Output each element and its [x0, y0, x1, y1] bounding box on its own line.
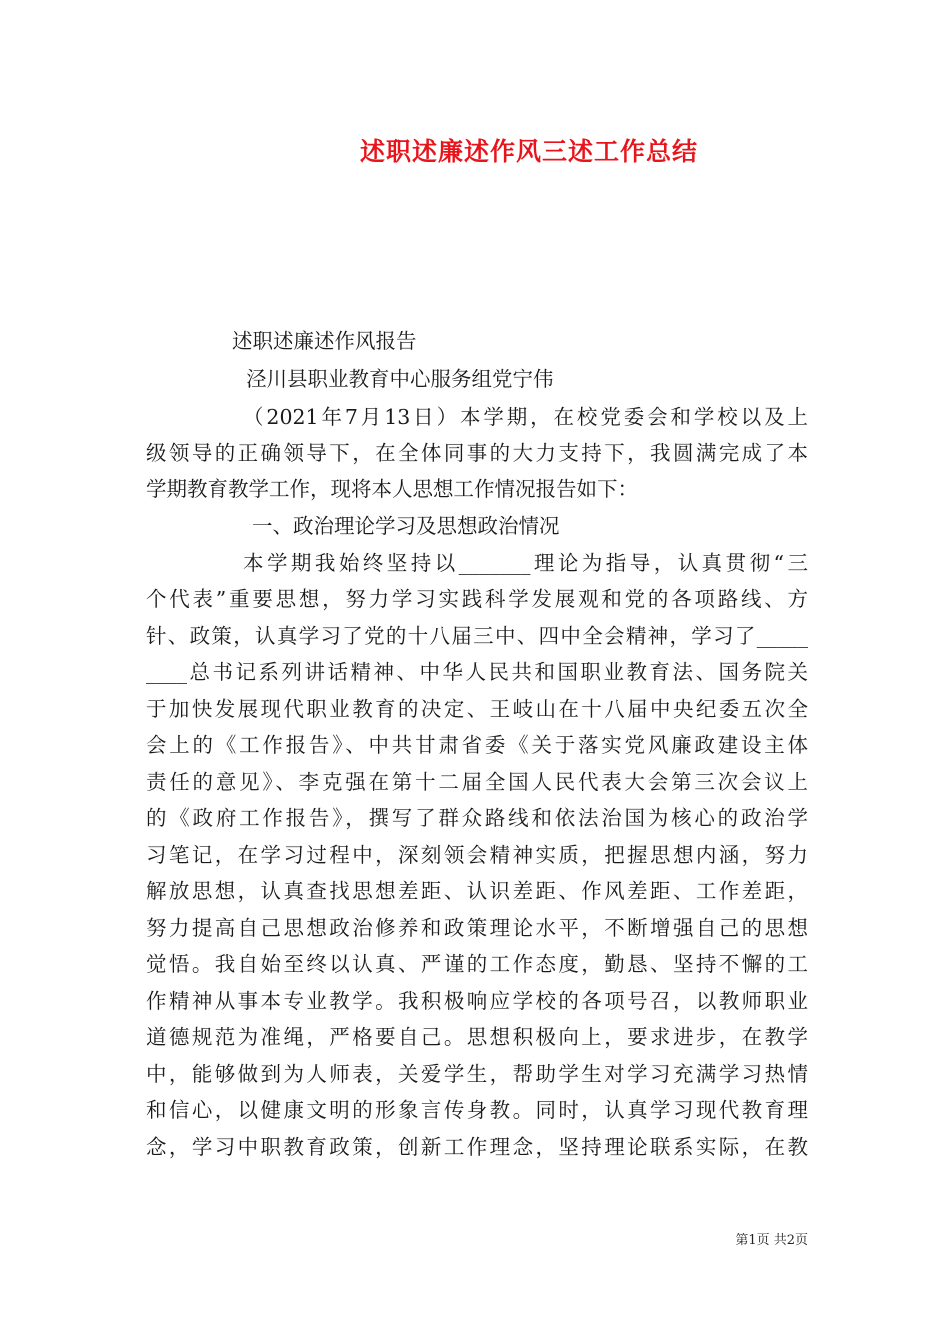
- body-line: 个代表”重要思想，努力学习实践科学发展观和党的各项路线、方: [146, 587, 808, 611]
- body-line: 级领导的正确领导下，在全体同事的大力支持下，我圆满完成了本: [146, 441, 808, 465]
- body-line: 于加快发展现代职业教育的决定、王岐山在十八届中央纪委五次全: [146, 697, 808, 721]
- body-line: 的《政府工作报告》，撰写了群众路线和依法治国为核心的政治学: [146, 806, 808, 830]
- body-line: 作精神从事本专业教学。我积极响应学校的各项号召，以教师职业: [146, 989, 808, 1013]
- document-title: 述职述廉述作风三述工作总结: [359, 137, 698, 166]
- body-line: ____总书记系列讲话精神、中华人民共和国职业教育法、国务院关: [146, 660, 808, 684]
- report-subtitle: 述职述廉述作风报告: [232, 329, 417, 353]
- body-line: 习笔记，在学习过程中，深刻领会精神实质，把握思想内涵，努力: [146, 843, 808, 867]
- body-line: 针、政策，认真学习了党的十八届三中、四中全会精神，学习了_____: [146, 624, 808, 648]
- body-line: 和信心，以健康文明的形象言传身教。同时，认真学习现代教育理: [146, 1098, 808, 1122]
- body-line: 中，能够做到为人师表，关爱学生，帮助学生对学习充满学习热情: [146, 1062, 808, 1086]
- author-line: 泾川县职业教育中心服务组党宁伟: [246, 367, 554, 391]
- body-line: 学期教育教学工作，现将本人思想工作情况报告如下：: [146, 477, 638, 501]
- body-line: 努力提高自己思想政治修养和政策理论水平，不断增强自己的思想: [146, 916, 808, 940]
- body-line: 觉悟。我自始至终以认真、严谨的工作态度，勤恳、坚持不懈的工: [146, 952, 808, 976]
- page-number: 第1页 共2页: [735, 1233, 808, 1248]
- body-line: 本学期我始终坚持以_______理论为指导，认真贯彻“三: [243, 551, 808, 575]
- body-line: （2021年7月13日）本学期，在校党委会和学校以及上: [243, 405, 808, 429]
- body-line: 解放思想，认真查找思想差距、认识差距、作风差距、工作差距，: [146, 879, 808, 903]
- body-line: 责任的意见》、李克强在第十二届全国人民代表大会第三次会议上: [146, 770, 808, 794]
- body-line: 念，学习中职教育政策，创新工作理念，坚持理论联系实际，在教: [146, 1135, 808, 1159]
- section-heading: 一、政治理论学习及思想政治情况: [252, 514, 560, 538]
- body-line: 道德规范为准绳，严格要自己。思想积极向上，要求进步，在教学: [146, 1025, 808, 1049]
- body-line: 会上的《工作报告》、中共甘肃省委《关于落实党风廉政建设主体: [146, 733, 808, 757]
